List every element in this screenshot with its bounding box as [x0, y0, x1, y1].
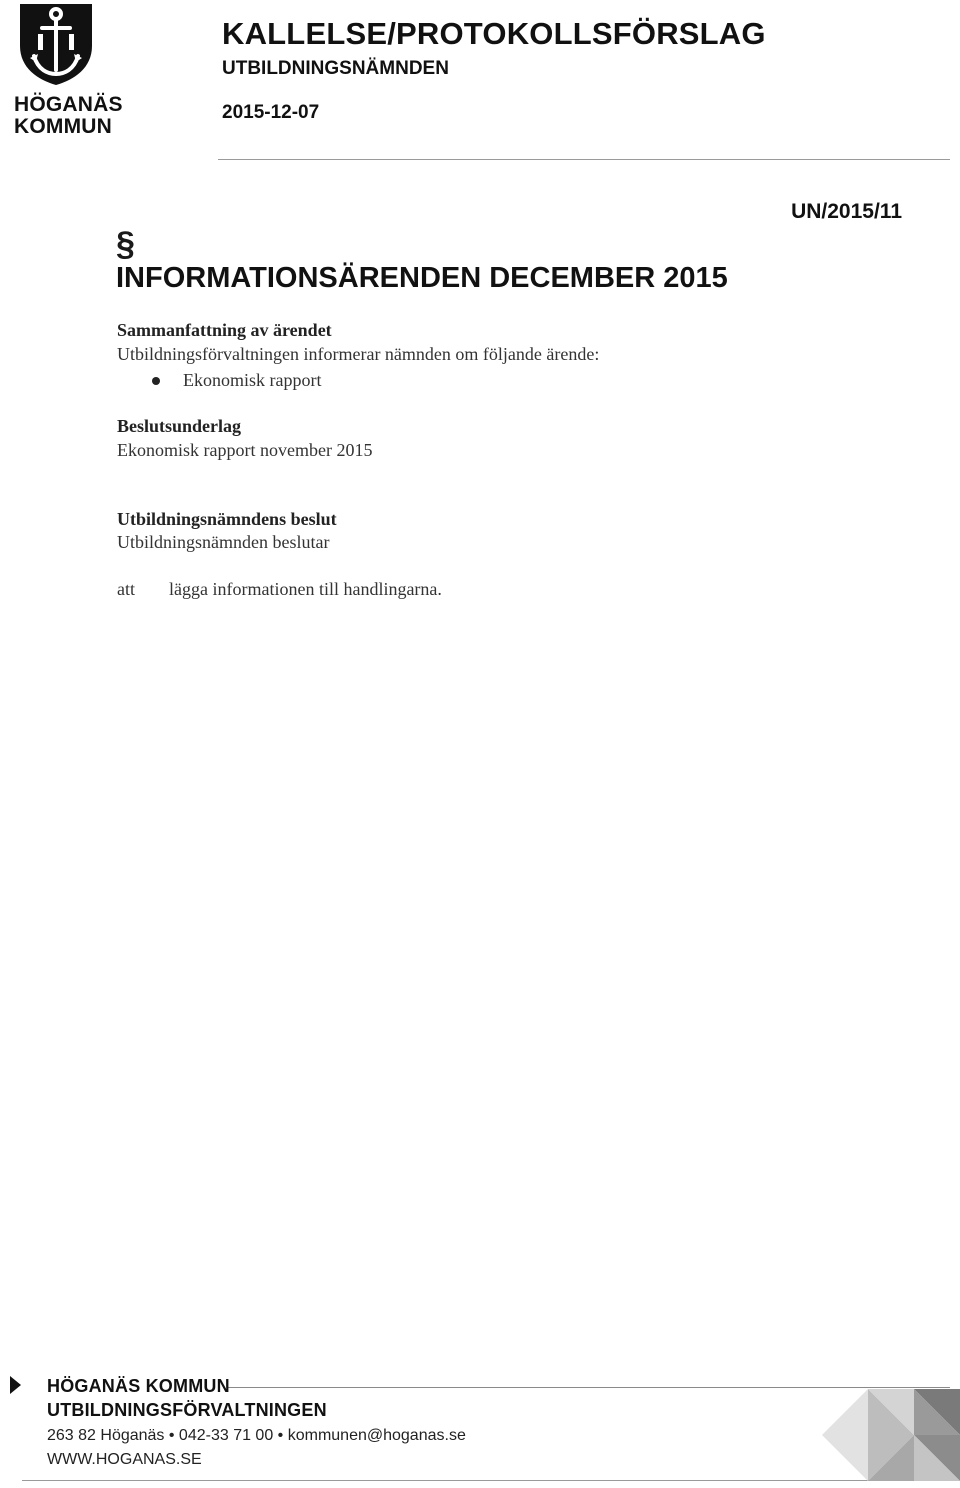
header-divider [218, 159, 950, 160]
basis-text: Ekonomisk rapport november 2015 [117, 440, 373, 460]
committee-name: UTBILDNINGSNÄMNDEN [222, 58, 449, 79]
logo-line-1: HÖGANÄS [14, 93, 123, 116]
att-text: lägga informationen till handlingarna. [169, 579, 442, 599]
case-title: INFORMATIONSÄRENDEN DECEMBER 2015 [116, 262, 728, 294]
footer-organization: HÖGANÄS KOMMUN [47, 1376, 230, 1396]
decision-heading: Utbildningsnämndens beslut [117, 509, 337, 529]
footer-address: 263 82 Höganäs • 042-33 71 00 • kommunen@hoganas.se [47, 1427, 466, 1444]
footer-bottom-divider [22, 1480, 950, 1481]
summary-heading: Sammanfattning av ärendet [117, 320, 332, 340]
logo-line-2: KOMMUN [14, 115, 113, 138]
footer-department: UTBILDNINGSFÖRVALTNINGEN [47, 1400, 327, 1420]
summary-bullet-item: Ekonomisk rapport [183, 370, 322, 390]
case-number: UN/2015/11 [791, 200, 902, 223]
bullet-icon [152, 377, 160, 385]
paragraph-sign: § [116, 225, 135, 263]
basis-heading: Beslutsunderlag [117, 416, 242, 436]
summary-text: Utbildningsförvaltningen informerar nämnden om följande ärende: [117, 344, 600, 364]
decision-text: Utbildningsnämnden beslutar [117, 532, 330, 552]
coat-of-arms-icon [14, 2, 98, 86]
att-label: att [117, 579, 135, 599]
hoganas-logo [14, 2, 123, 138]
document-type: KALLELSE/PROTOKOLLSFÖRSLAG [222, 16, 766, 51]
meeting-date: 2015-12-07 [222, 102, 320, 123]
footer-website-link[interactable]: WWW.HOGANAS.SE [47, 1451, 202, 1468]
footer-triangle-pattern-icon [822, 1387, 960, 1483]
footer-arrow-icon [10, 1376, 21, 1394]
